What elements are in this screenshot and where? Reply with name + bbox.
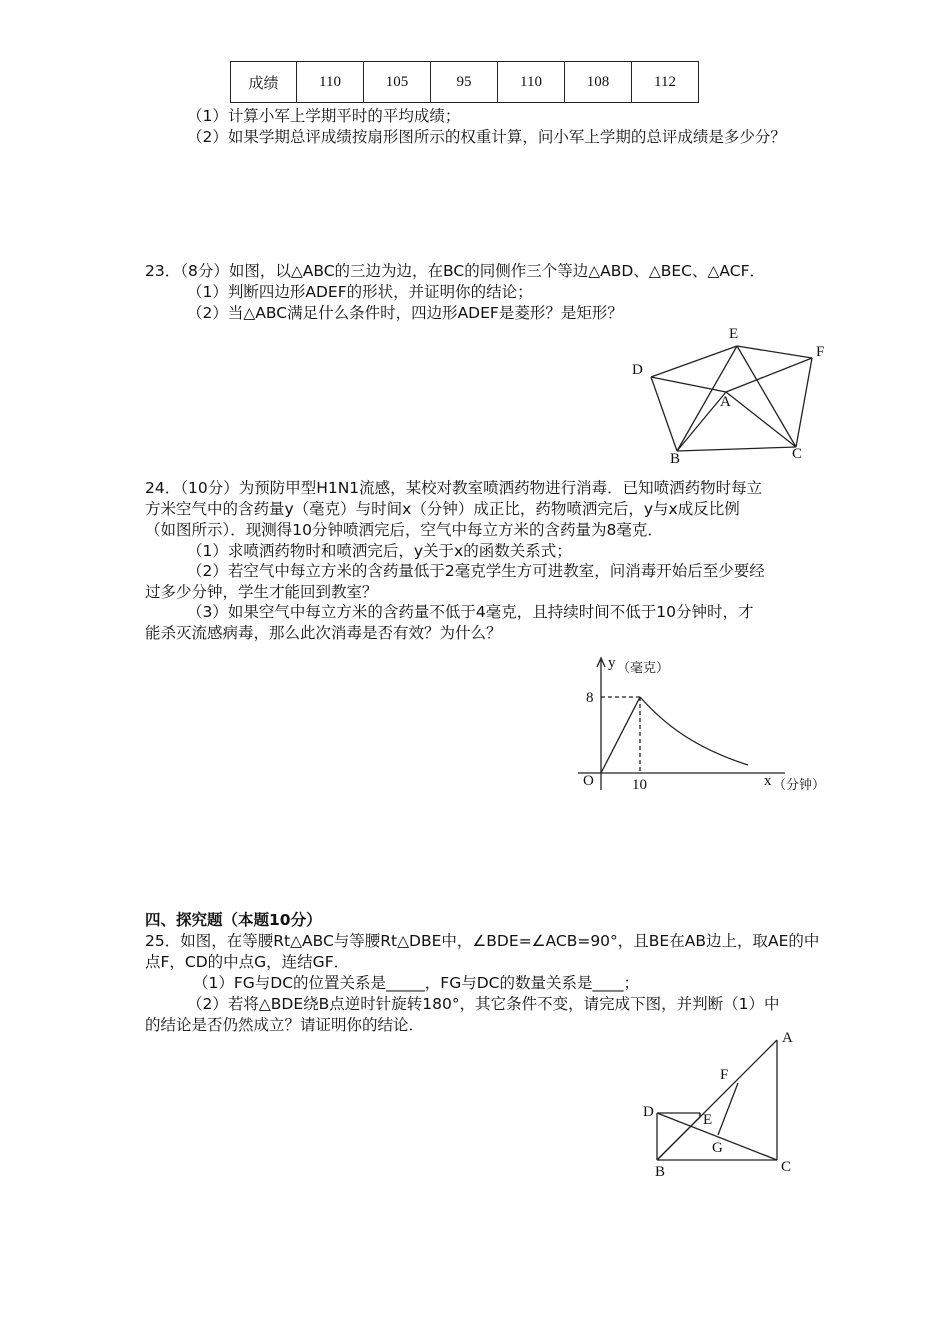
q23-label-A: A [720,394,731,410]
q22-part2: （2）如果学期总评成绩按扇形图所示的权重计算，问小军上学期的总评成绩是多少分？ [187,128,786,146]
q25-figure [630,1030,805,1180]
q24-part2b: 过多少分钟，学生才能回到教室？ [145,583,378,601]
q23-label-B: B [670,451,681,467]
table-cell: 105 [364,62,431,103]
graph-y-unit: （毫克） [617,661,670,676]
q23-stem: 23．（8分）如图，以△ABC的三边为边，在BC的同侧作三个等边△ABD、△BEC、△ACF． [145,262,765,280]
q25-label-C: C [781,1159,792,1175]
table-cell: 108 [565,62,632,103]
graph-x-tick: 10 [632,777,647,793]
q25-part1: （1）FG与DC的位置关系是_____，FG与DC的数量关系是____； [193,974,639,992]
graph-x-axis-label: x [764,773,772,789]
score-table [230,61,699,103]
q24-graph [575,650,840,800]
q25-part2a: （2）若将△BDE绕B点逆时针旋转180°，其它条件不变，请完成下图，并判断（1）中 [187,995,780,1013]
graph-y-tick: 8 [586,690,594,706]
graph-origin: O [583,773,594,789]
q24-part3a: （3）如果空气中每立方米的含药量不低于4毫克，且持续时间不低于10分钟时，才 [187,603,754,621]
q24-line1: 24．（10分）为预防甲型H1N1流感，某校对教室喷洒药物进行消毒．已知喷洒药物时每立 [145,479,763,497]
section-heading: 四、探究题（本题10分） [145,911,322,929]
q24-part1: （1）求喷洒药物时和喷洒完后，y关于x的函数关系式； [187,542,572,560]
q22-part1: （1）计算小军上学期平时的平均成绩； [187,107,461,125]
q25-part2b: 的结论是否仍然成立？请证明你的结论． [145,1016,425,1034]
q25-line2: 点F，CD的中点G，连结GF． [145,953,350,971]
q25-label-B: B [655,1164,666,1180]
graph-y-axis-label: y [608,655,616,671]
q25-label-D: D [643,1104,654,1120]
table-cell: 95 [431,62,498,103]
q25-label-E: E [703,1112,713,1128]
table-row [231,62,699,103]
table-cell: 110 [297,62,364,103]
table-cell: 112 [632,62,699,103]
q24-part2a: （2）若空气中每立方米的含药量低于2毫克学生方可进教室，问消毒开始后至少要经 [187,562,765,580]
q24-line2: 方米空气中的含药量y（毫克）与时间x（分钟）成正比，药物喷洒完后，y与x成反比例 [145,500,740,518]
q23-part1: （1）判断四边形ADEF的形状，并证明你的结论； [187,283,533,301]
q25-label-A: A [782,1030,793,1046]
table-header-cell: 成绩 [231,62,297,103]
q25-line1: 25．如图，在等腰Rt△ABC与等腰Rt△DBE中，∠BDE=∠ACB=90°，且BE在AB边上，取AE的中 [145,932,820,950]
q25-label-G: G [712,1140,723,1156]
q23-figure [620,320,835,470]
q23-label-D: D [632,362,643,378]
q24-line3: （如图所示）．现测得10分钟喷洒完后，空气中每立方米的含药量为8毫克． [145,521,663,539]
q23-part2: （2）当△ABC满足什么条件时，四边形ADEF是菱形？是矩形？ [187,304,623,322]
graph-x-unit: （分钟） [773,778,826,793]
q25-label-F: F [720,1067,729,1083]
q23-label-F: F [816,344,825,360]
q23-label-E: E [729,326,739,342]
q24-part3b: 能杀灭流感病毒，那么此次消毒是否有效？为什么？ [145,624,502,642]
table-cell: 110 [498,62,565,103]
q23-label-C: C [792,446,803,462]
